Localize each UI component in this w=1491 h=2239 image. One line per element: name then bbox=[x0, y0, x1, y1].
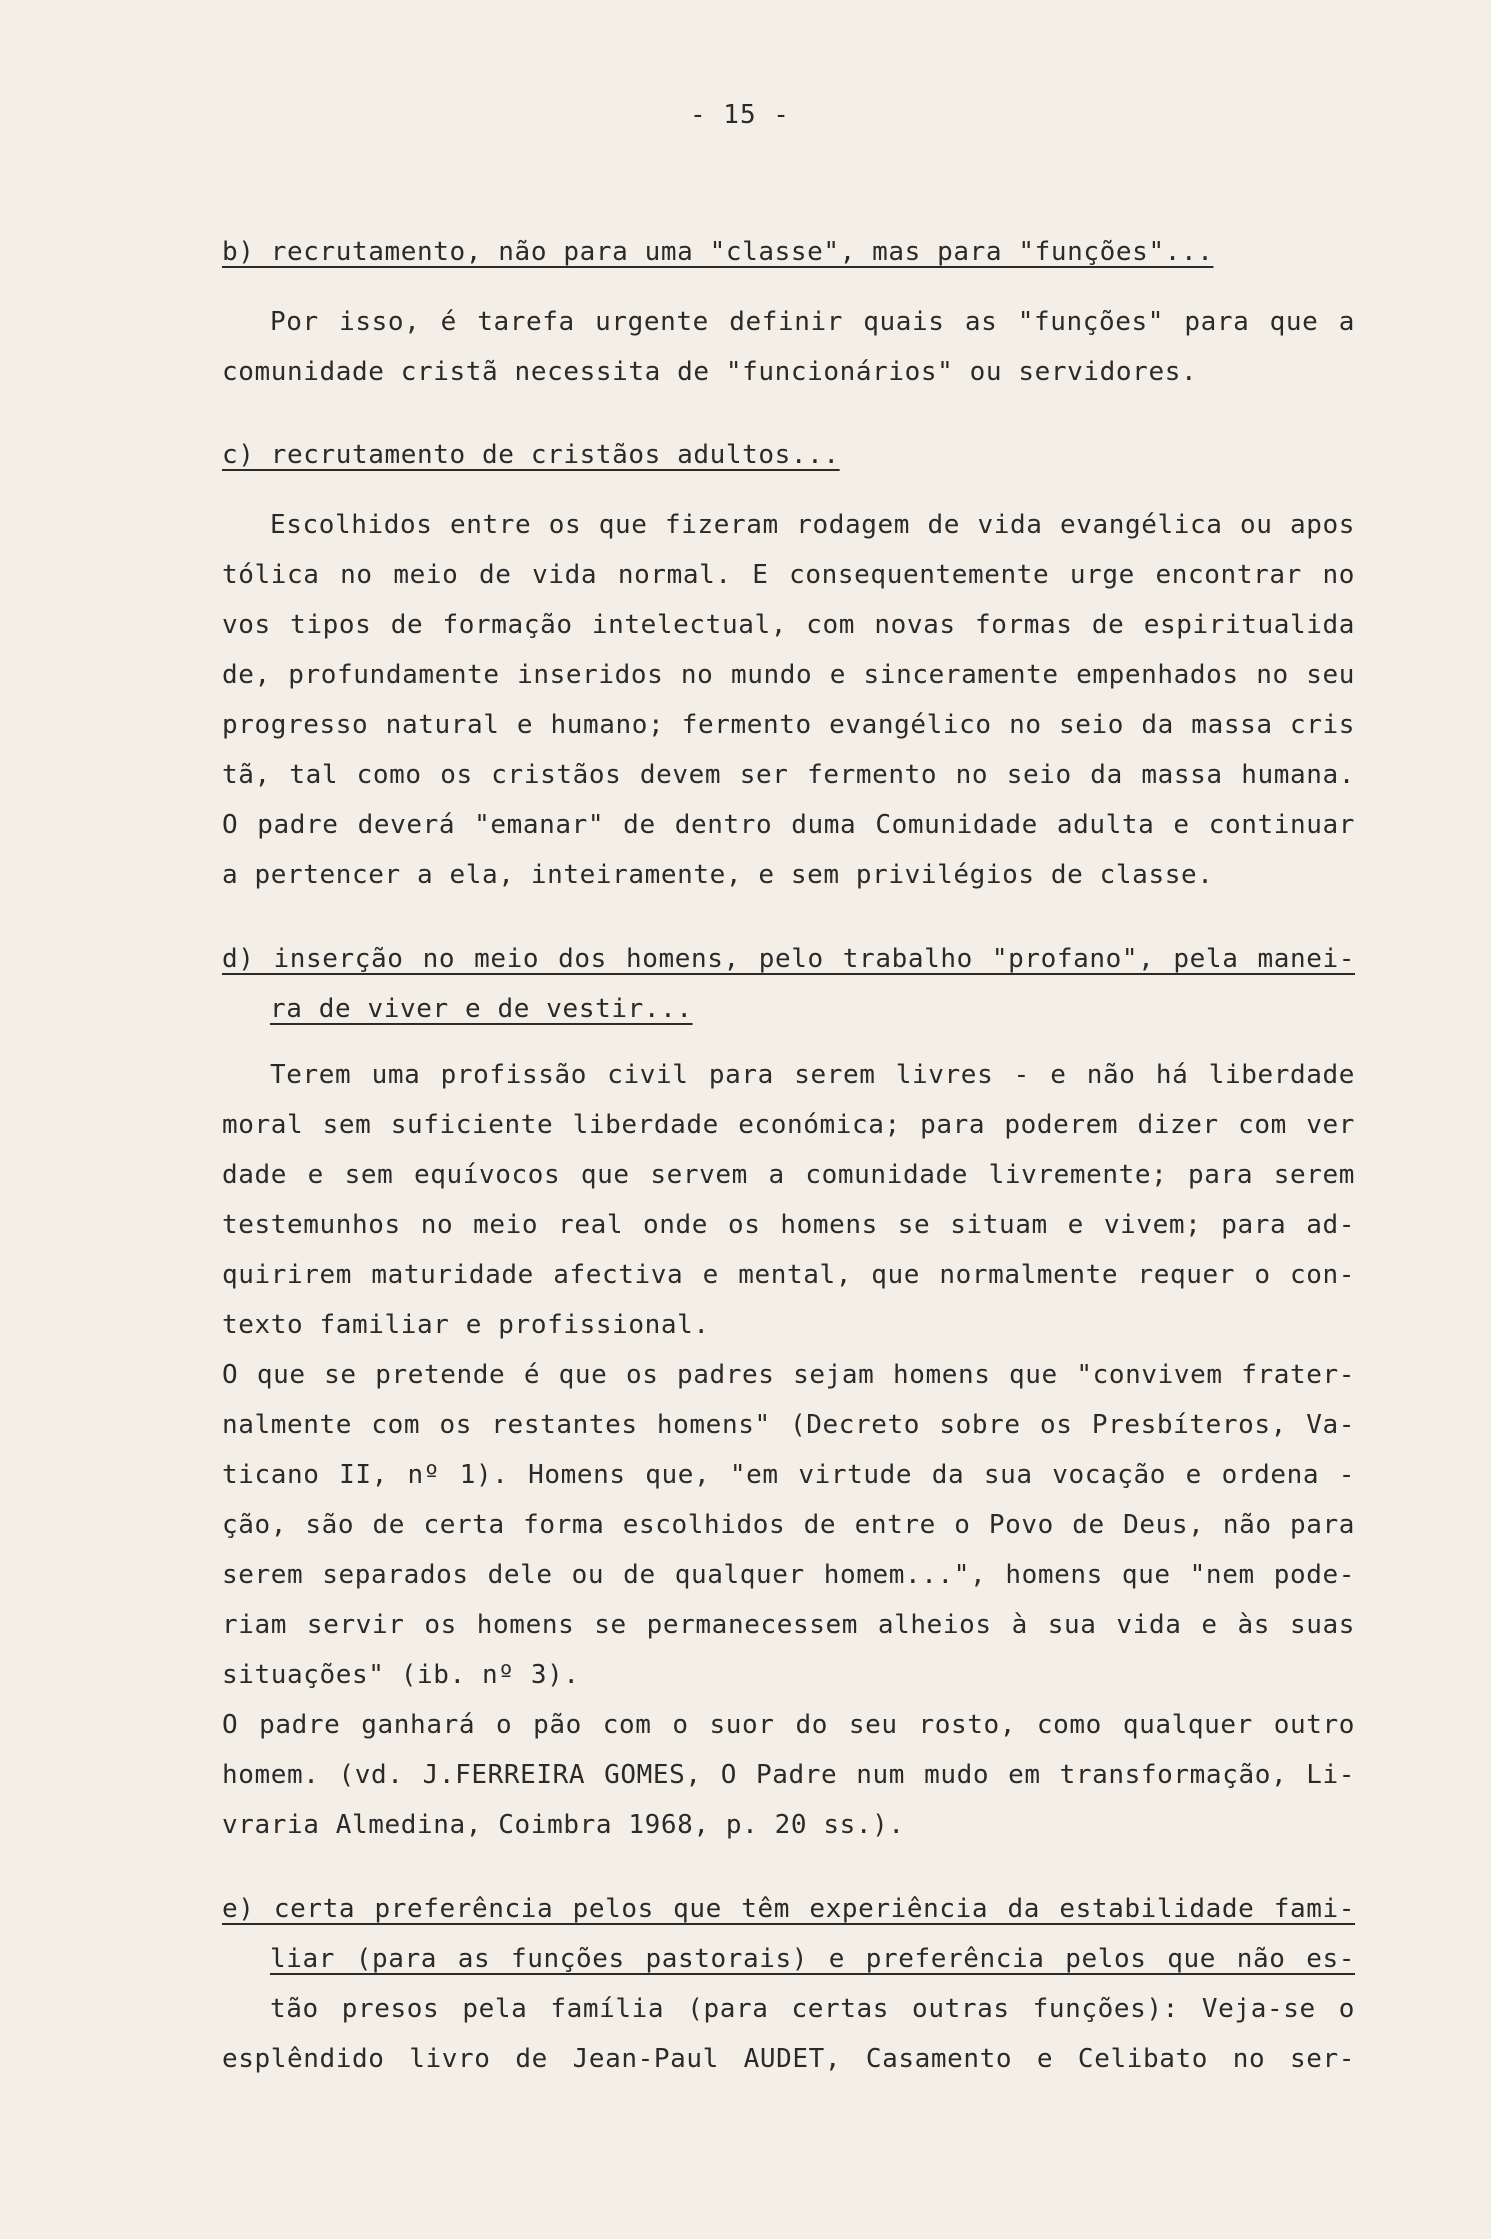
text-line: testemunhos no meio real onde os homens se situam e vivem; para ad- bbox=[222, 1210, 1355, 1240]
text-line: ticano II, nº 1). Homens que, "em virtude da sua vocação e ordena - bbox=[222, 1460, 1355, 1490]
text-line: situações" (ib. nº 3). bbox=[222, 1660, 580, 1690]
text-line: a pertencer a ela, inteiramente, e sem privilégios de classe. bbox=[222, 860, 1214, 890]
section-d-heading-cont: ra de viver e de vestir... bbox=[270, 994, 693, 1024]
text-line: serem separados dele ou de qualquer homem...", homens que "nem pode- bbox=[222, 1560, 1355, 1590]
text-line: progresso natural e humano; fermento evangélico no seio da massa cris bbox=[222, 710, 1355, 740]
text-line: riam servir os homens se permanecessem alheios à sua vida e às suas bbox=[222, 1610, 1355, 1640]
text-line: homem. (vd. J.FERREIRA GOMES, O Padre num mudo em transformação, Li- bbox=[222, 1760, 1355, 1790]
text-line: tã, tal como os cristãos devem ser fermento no seio da massa humana. bbox=[222, 760, 1355, 790]
text-line: dade e sem equívocos que servem a comunidade livremente; para serem bbox=[222, 1160, 1355, 1190]
page-number: - 15 - bbox=[690, 100, 790, 130]
section-e-heading: e) certa preferência pelos que têm experiência da estabilidade fami- bbox=[222, 1894, 1355, 1924]
text-line: tólica no meio de vida normal. E consequentemente urge encontrar no bbox=[222, 560, 1355, 590]
text-line: nalmente com os restantes homens" (Decreto sobre os Presbíteros, Va- bbox=[222, 1410, 1355, 1440]
text-line: Por isso, é tarefa urgente definir quais as "funções" para que a bbox=[270, 307, 1355, 337]
text-line: moral sem suficiente liberdade económica; para poderem dizer com ver bbox=[222, 1110, 1355, 1140]
text-line: O padre deverá "emanar" de dentro duma Comunidade adulta e continuar bbox=[222, 810, 1355, 840]
text-line: ção, são de certa forma escolhidos de entre o Povo de Deus, não para bbox=[222, 1510, 1355, 1540]
text-line: quirirem maturidade afectiva e mental, que normalmente requer o con- bbox=[222, 1260, 1355, 1290]
text-line: texto familiar e profissional. bbox=[222, 1310, 710, 1340]
text-line: O que se pretende é que os padres sejam homens que "convivem frater- bbox=[222, 1360, 1355, 1390]
text-line: O padre ganhará o pão com o suor do seu rosto, como qualquer outro bbox=[222, 1710, 1355, 1740]
section-b-heading: b) recrutamento, não para uma "classe", mas para "funções"... bbox=[222, 237, 1214, 267]
text-line: de, profundamente inseridos no mundo e sinceramente empenhados no seu bbox=[222, 660, 1355, 690]
text-line: tão presos pela família (para certas outras funções): Veja-se o bbox=[270, 1994, 1355, 2024]
text-line: Escolhidos entre os que fizeram rodagem de vida evangélica ou apos bbox=[270, 510, 1355, 540]
section-e-heading-cont: liar (para as funções pastorais) e preferência pelos que não es- bbox=[270, 1944, 1355, 1974]
text-line: comunidade cristã necessita de "funcionários" ou servidores. bbox=[222, 357, 1198, 387]
text-line: Terem uma profissão civil para serem livres - e não há liberdade bbox=[270, 1060, 1355, 1090]
text-line: esplêndido livro de Jean-Paul AUDET, Casamento e Celibato no ser- bbox=[222, 2044, 1355, 2074]
section-d-heading: d) inserção no meio dos homens, pelo trabalho "profano", pela manei- bbox=[222, 944, 1355, 974]
section-c-heading: c) recrutamento de cristãos adultos... bbox=[222, 440, 840, 470]
text-line: vos tipos de formação intelectual, com novas formas de espiritualida bbox=[222, 610, 1355, 640]
text-line: vraria Almedina, Coimbra 1968, p. 20 ss.). bbox=[222, 1810, 905, 1840]
